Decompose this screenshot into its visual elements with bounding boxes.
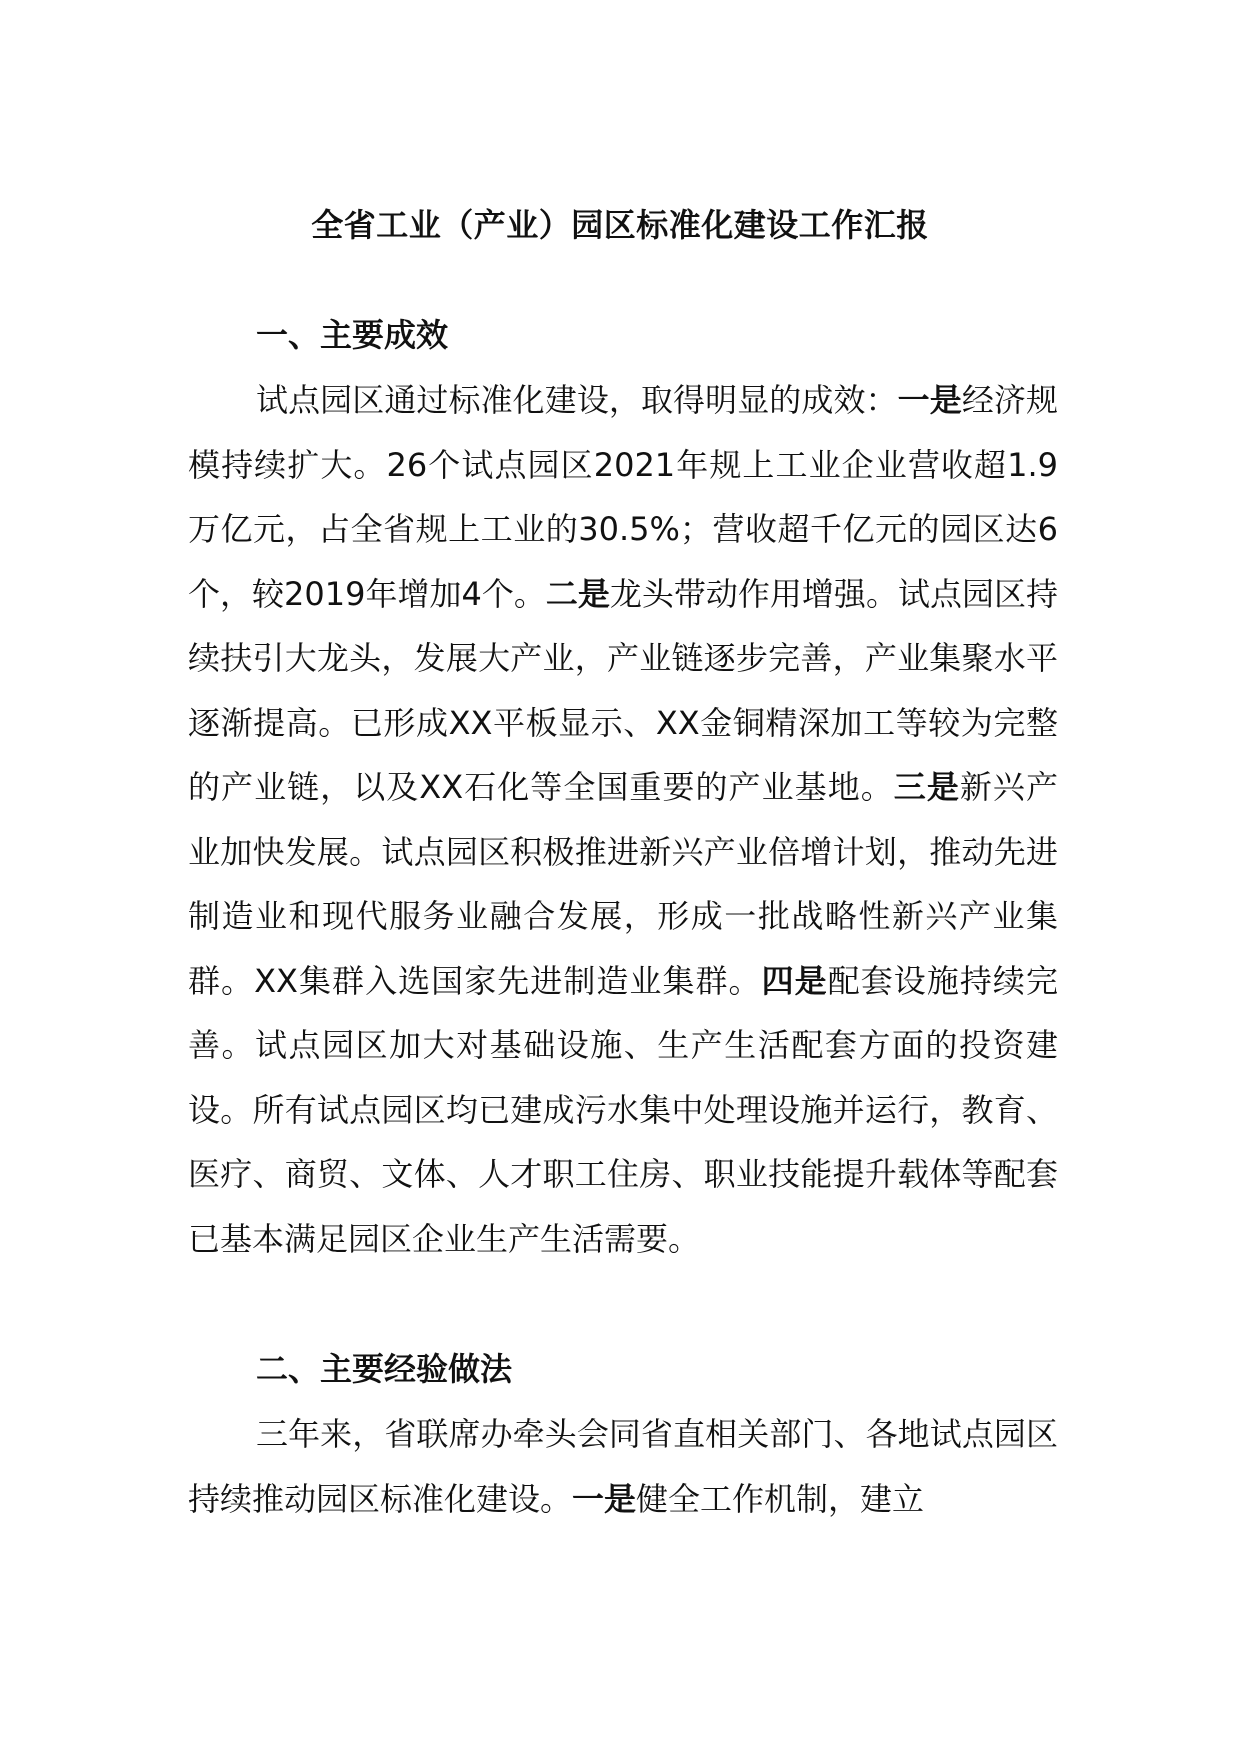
paragraph-intro: 三年来，省联席办牵头会同省直相关部门、各地试点园区持续推动园区标准化建设。 xyxy=(188,1415,1058,1518)
paragraph xyxy=(188,1402,1058,1531)
point-text-2: 龙头带动作用增强。试点园区持续扶引大龙头，发展大产业，产业链逐步完善，产业集聚水平逐渐提高。已形成XX平板显示、XX金铜精深加工等较为完整的产业链，以及XX石化等全国重要的产业基地。 xyxy=(188,574,1058,806)
paragraph xyxy=(188,368,1058,1271)
point-marker-3: 三是 xyxy=(893,768,960,806)
section-heading-1: 一、主要成效 xyxy=(256,316,449,354)
section-heading-2: 二、主要经验做法 xyxy=(256,1350,513,1388)
point-text-4: 配套设施持续完善。试点园区加大对基础设施、生产生活配套方面的投资建设。所有试点园区均已建成污水集中处理设施并运行，教育、医疗、商贸、文体、人才职工住房、职业技能提升载体等配套已基本满足园区企业生产生活需要。 xyxy=(188,961,1058,1258)
point-text-1: 健全工作机制，建立 xyxy=(636,1479,925,1518)
point-marker-2: 二是 xyxy=(545,574,610,613)
section-1-body xyxy=(188,368,1058,1271)
point-marker-1: 一是 xyxy=(572,1479,637,1518)
section-2-body xyxy=(188,1402,1058,1531)
paragraph-intro: 试点园区通过标准化建设，取得明显的成效： xyxy=(256,381,898,419)
point-marker-4: 四是 xyxy=(761,961,828,1000)
point-marker-1: 一是 xyxy=(897,381,962,419)
point-text-1: 经济规模持续扩大。26个试点园区2021年规上工业企业营收超1.9万亿元，占全省规上工业的30.5%；营收超千亿元的园区达6个，较2019年增加4个。 xyxy=(188,381,1058,613)
point-text-3: 新兴产业加快发展。试点园区积极推进新兴产业倍增计划，推动先进制造业和现代服务业融合发展，形成一批战略性新兴产业集群。XX集群入选国家先进制造业集群。 xyxy=(188,768,1058,1000)
document-title: 全省工业（产业）园区标准化建设工作汇报 xyxy=(311,206,929,244)
